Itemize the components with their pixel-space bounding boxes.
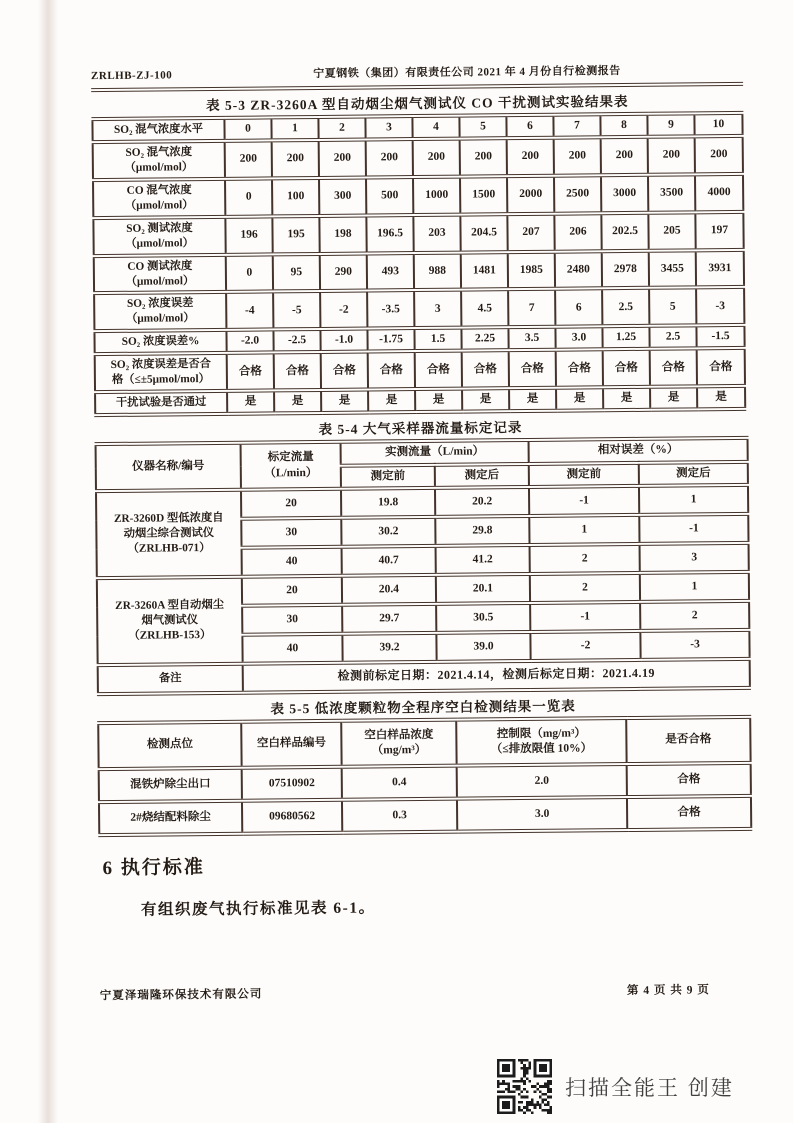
- table-cell: 混铁炉除尘出口: [99, 767, 242, 801]
- table-cell: 是: [697, 386, 745, 410]
- table-cell: 20: [241, 489, 341, 519]
- table-cell: 是: [415, 389, 462, 413]
- table-cell: 2978: [602, 250, 649, 288]
- table-cell: 204.5: [460, 214, 507, 252]
- table-cell: -2.0: [226, 330, 273, 354]
- table-5-5-body: [99, 763, 752, 835]
- table-cell: 3.5: [508, 327, 555, 351]
- table-cell: 30.2: [341, 517, 435, 547]
- table-cell: 合格: [627, 796, 751, 830]
- table-cell: 是: [556, 387, 603, 411]
- section-6-paragraph: 有组织废气执行标准见表 6-1。: [140, 899, 376, 919]
- table-cell: 0.3: [342, 798, 457, 832]
- table-cell: 20.2: [435, 487, 529, 517]
- table-5-3-body: [92, 113, 745, 416]
- table-cell: 3: [365, 116, 412, 140]
- table-cell: 30: [241, 518, 341, 548]
- qr-code-icon: [497, 1059, 552, 1114]
- table-5-4: [95, 436, 751, 696]
- table-cell: 合格: [321, 352, 368, 390]
- table-cell: 200: [366, 139, 413, 177]
- col-header-measured-flow: 实测流量（L/min）: [341, 440, 529, 465]
- table-cell: 3000: [601, 175, 648, 213]
- row-label: SO₂ 浓度误差%: [94, 330, 226, 354]
- col-header-blank-sample-no: 空白样品编号: [241, 721, 341, 768]
- table-cell: 合格: [509, 350, 556, 388]
- table-cell: 是: [368, 389, 415, 413]
- table-cell: 合格: [274, 352, 321, 390]
- document-header: [91, 61, 743, 83]
- table-cell: 196.5: [366, 215, 413, 253]
- table-cell: 09680562: [242, 800, 342, 834]
- table-cell: -5: [273, 291, 320, 329]
- table-cell: 1: [271, 117, 318, 141]
- table-cell: 40: [242, 633, 342, 663]
- table-5-3-title: 表 5-3 ZR-3260A 型自动烟尘烟气测试仪 CO 干扰测试实验结果表: [206, 93, 629, 114]
- row-label: SO₂ 测试浓度 （μmol/mol）: [93, 217, 225, 256]
- table-row: [94, 250, 744, 294]
- table-cell: 200: [272, 140, 319, 178]
- table-cell: 300: [319, 177, 366, 215]
- table-cell: 290: [320, 253, 367, 291]
- table-cell: 203: [413, 214, 460, 252]
- table-cell: 合格: [627, 763, 751, 797]
- table-cell: 0: [225, 178, 272, 216]
- col-header-before-error: 测定前: [529, 462, 639, 486]
- table-cell: 9: [647, 113, 694, 137]
- table-cell: 200: [507, 138, 554, 176]
- table-cell: 1: [639, 485, 748, 515]
- table-cell: -3: [696, 287, 744, 325]
- page-footer: [100, 981, 752, 1003]
- table-cell: 合格: [415, 351, 462, 389]
- table-cell: 5: [649, 288, 696, 326]
- col-header-monitoring-point: 检测点位: [98, 721, 241, 768]
- table-cell: 是: [274, 390, 321, 414]
- table-cell: 6: [555, 289, 602, 327]
- table-cell: 5: [459, 115, 506, 139]
- table-cell: 合格: [556, 350, 603, 388]
- col-header-blank-concentration: 空白样品浓度 （mg/m³）: [341, 719, 456, 766]
- table-cell: -2: [530, 631, 640, 661]
- table-cell: 39.0: [436, 632, 530, 662]
- table-cell: 200: [695, 136, 743, 174]
- table-cell: 95: [273, 254, 320, 292]
- table-5-3: [91, 111, 746, 418]
- table-cell: -3.5: [367, 290, 414, 328]
- table-cell: 1: [529, 515, 639, 545]
- table-5-4-body: [96, 485, 750, 694]
- footer-company: 宁夏泽瑞隆环保技术有限公司: [99, 988, 263, 1003]
- table-cell: 2.25: [461, 327, 508, 351]
- table-cell: 07510902: [242, 767, 342, 801]
- table-cell: 29.7: [342, 604, 436, 634]
- table-cell: -1.5: [696, 325, 744, 349]
- table-cell: 3: [640, 543, 749, 573]
- table-cell: 40.7: [342, 546, 436, 576]
- table-cell: -1: [529, 486, 639, 516]
- table-cell: 1: [640, 572, 749, 602]
- table-cell: 合格: [462, 351, 509, 389]
- remark-label: 备注: [98, 663, 243, 693]
- table-cell: 合格: [697, 348, 745, 386]
- table-cell: 合格: [603, 349, 650, 387]
- table-cell: 1.5: [414, 328, 461, 352]
- table-5-5: [97, 715, 752, 837]
- table-cell: 200: [460, 138, 507, 176]
- table-cell: 19.8: [341, 488, 435, 518]
- table-cell: 2: [530, 544, 640, 574]
- table-cell: -1.0: [320, 329, 367, 353]
- table-cell: -2: [320, 291, 367, 329]
- table-cell: 6: [506, 115, 553, 139]
- doc-code: ZRLHB-ZJ-100: [90, 69, 173, 83]
- table-cell: 196: [225, 216, 272, 254]
- table-5-5-head: [98, 717, 750, 769]
- col-header-qualified: 是否合格: [626, 717, 750, 764]
- table-cell: 200: [601, 137, 648, 175]
- col-header-before-measured: 测定前: [341, 464, 435, 488]
- table-cell: 3455: [649, 250, 696, 288]
- table-cell: 39.2: [342, 633, 436, 663]
- table-cell: 1000: [413, 177, 460, 215]
- table-row: [95, 348, 745, 392]
- table-cell: 4: [412, 116, 459, 140]
- table-cell: 195: [272, 216, 319, 254]
- table-cell: 207: [507, 214, 554, 252]
- table-cell: 3.0: [555, 326, 602, 350]
- table-cell: 205: [648, 212, 695, 250]
- table-5-4-title: 表 5-4 大气采样器流量标定记录: [318, 420, 523, 438]
- table-cell: 3: [414, 290, 461, 328]
- table-cell: 206: [554, 213, 601, 251]
- table-cell: 0.4: [342, 765, 457, 799]
- instrument-name: ZR-3260A 型自动烟尘 烟气测试仪 （ZRLHB-153）: [97, 576, 243, 664]
- table-cell: 200: [225, 141, 272, 179]
- row-label: SO₂ 浓度误差 （μmol/mol）: [94, 292, 226, 331]
- table-cell: 30.5: [436, 603, 530, 633]
- footer-page-number: 第 4 页 共 9 页: [626, 984, 710, 998]
- table-cell: 是: [603, 387, 650, 411]
- row-label: SO₂ 混气浓度水平: [92, 118, 224, 142]
- section-6-heading: 6 执行标准: [102, 856, 205, 879]
- table-cell: 20.4: [342, 575, 436, 605]
- table-cell: 493: [367, 253, 414, 291]
- table-cell: 3500: [648, 174, 695, 212]
- table-cell: 20.1: [436, 574, 530, 604]
- report-title: 宁夏钢铁（集团）有限责任公司 2021 年 4 月份自行检测报告: [313, 65, 621, 81]
- table-cell: 197: [695, 212, 743, 250]
- col-header-after-measured: 测定后: [435, 464, 529, 488]
- table-cell: 3931: [696, 250, 744, 288]
- table-cell: 202.5: [601, 213, 648, 251]
- table-cell: 100: [272, 178, 319, 216]
- table-cell: 198: [319, 215, 366, 253]
- table-cell: 7: [553, 114, 600, 138]
- table-cell: 988: [414, 252, 461, 290]
- table-row: [93, 174, 743, 218]
- table-cell: -4: [226, 292, 273, 330]
- col-header-control-limit: 控制限（mg/m³） （≤排放限值 10%）: [456, 718, 626, 766]
- table-cell: 200: [413, 139, 460, 177]
- table-cell: 200: [319, 140, 366, 178]
- table-cell: 1500: [460, 176, 507, 214]
- table-cell: 4000: [695, 174, 743, 212]
- instrument-name: ZR-3260D 型低浓度自 动烟尘综合测试仪 （ZRLHB-071）: [96, 489, 242, 577]
- table-cell: 是: [227, 391, 274, 415]
- table-cell: 是: [462, 388, 509, 412]
- table-cell: 是: [650, 387, 697, 411]
- table-row: [95, 386, 745, 415]
- table-cell: 2480: [555, 251, 602, 289]
- table-cell: 2.5: [602, 288, 649, 326]
- remark-row: [98, 659, 750, 694]
- table-cell: 合格: [368, 351, 415, 389]
- table-cell: 0: [226, 254, 273, 292]
- table-cell: 30: [242, 604, 342, 634]
- table-row: [94, 287, 744, 331]
- table-cell: 2.5: [649, 326, 696, 350]
- col-header-relative-error: 相对误差（%）: [529, 438, 748, 463]
- col-header-instrument: 仪器名称/编号: [96, 443, 241, 491]
- watermark-label: 扫描全能王 创建: [565, 1076, 734, 1100]
- col-header-calibrated-flow: 标定流量 （L/min）: [241, 442, 341, 489]
- table-cell: 8: [600, 114, 647, 138]
- table-cell: 41.2: [436, 545, 530, 575]
- table-cell: 29.8: [435, 516, 529, 546]
- row-label: SO₂ 浓度误差是否合 格（≤±5μmol/mol）: [95, 353, 227, 392]
- table-cell: 1481: [461, 252, 508, 290]
- table-cell: 7: [508, 289, 555, 327]
- scanned-page: [90, 61, 751, 1003]
- table-row: [93, 212, 743, 256]
- table-row: [93, 136, 743, 180]
- table-cell: 2: [318, 117, 365, 141]
- table-cell: 1.25: [602, 326, 649, 350]
- table-cell: 合格: [650, 349, 697, 387]
- table-cell: 2000: [507, 176, 554, 214]
- table-cell: 2500: [554, 175, 601, 213]
- table-header-row: [98, 717, 750, 769]
- table-cell: -3: [640, 630, 749, 660]
- table-cell: 4.5: [461, 290, 508, 328]
- table-cell: -1: [639, 514, 748, 544]
- table-cell: 0: [224, 117, 271, 141]
- row-label: CO 测试浓度 （μmol/mol）: [94, 254, 226, 293]
- table-cell: 是: [509, 388, 556, 412]
- table-cell: -1.75: [367, 328, 414, 352]
- table-cell: 20: [242, 575, 342, 605]
- table-cell: 合格: [227, 353, 274, 391]
- table-cell: 10: [694, 113, 742, 137]
- table-cell: 2: [530, 573, 640, 603]
- table-5-4-head: [96, 438, 748, 491]
- row-label: 干扰试验是否通过: [95, 391, 227, 415]
- row-label: CO 混气浓度 （μmol/mol）: [93, 179, 225, 218]
- table-cell: 2.0: [457, 764, 627, 799]
- table-cell: 2#烧结配料除尘: [99, 800, 242, 834]
- camscanner-watermark: [497, 1059, 734, 1114]
- table-cell: 200: [648, 137, 695, 175]
- table-cell: 3.0: [457, 797, 627, 832]
- table-cell: -1: [530, 602, 640, 632]
- table-5-5-title: 表 5-5 低浓度颗粒物全程序空白检测结果一览表: [270, 698, 576, 717]
- table-cell: 500: [366, 177, 413, 215]
- table-row: [99, 796, 751, 835]
- table-cell: -2.5: [273, 329, 320, 353]
- table-cell: 200: [554, 137, 601, 175]
- table-cell: 40: [242, 546, 342, 576]
- col-header-after-error: 测定后: [639, 461, 748, 485]
- table-cell: 是: [321, 390, 368, 414]
- table-cell: 1985: [508, 251, 555, 289]
- remark-value: 检测前标定日期：2021.4.14，检测后标定日期：2021.4.19: [243, 659, 750, 693]
- table-cell: 2: [640, 601, 749, 631]
- row-label: SO₂ 混气浓度 （μmol/mol）: [93, 141, 225, 180]
